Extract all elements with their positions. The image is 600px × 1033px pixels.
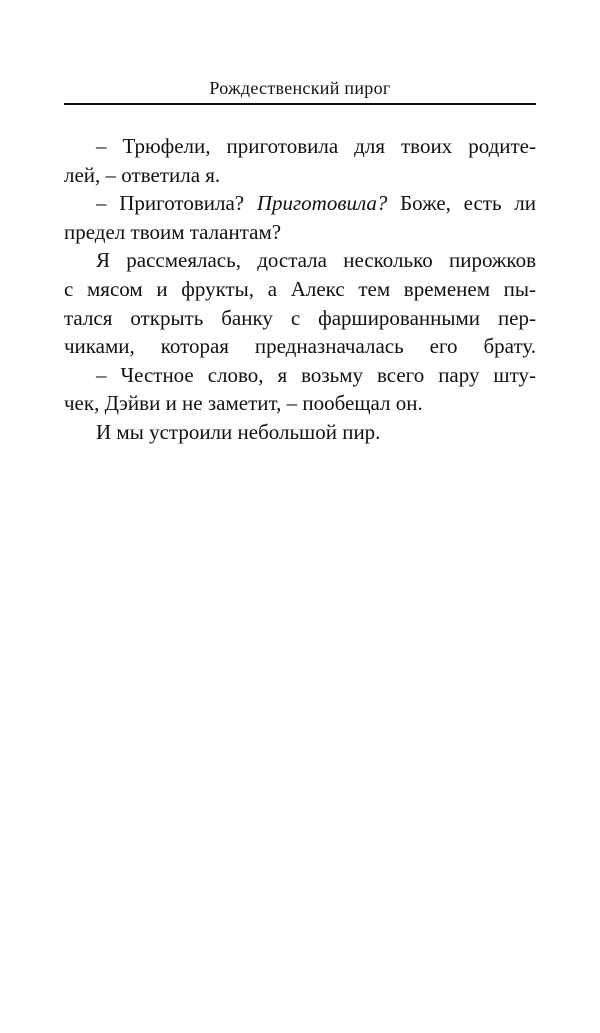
running-head: Рождественский пирог <box>209 78 391 98</box>
text-line-11: И мы устроили небольшой пир. <box>96 419 381 444</box>
text-line-9: – Честное слово, я возьму всего пару шту- <box>96 362 536 387</box>
text-line-6: с мясом и фрукты, а Алекс тем временем пы- <box>64 276 536 301</box>
text-line-3-before: – Приготовила? <box>96 191 257 216</box>
text-line-10: чек, Дэйви и не заметит, – пообещал он. <box>64 391 423 416</box>
body-text <box>64 132 536 447</box>
header-rule <box>64 103 536 105</box>
text-line-8: чиками, которая предназначалась его брату. <box>64 334 536 359</box>
text-line-3 <box>64 189 536 218</box>
text-line-4: предел твоим талантам? <box>64 219 282 244</box>
text-line-5: Я рассмеялась, достала несколько пирожков <box>96 248 536 273</box>
text-line-1: – Трюфели, приготовила для твоих родите- <box>96 134 536 158</box>
text-line-2: лей, – ответила я. <box>64 162 221 187</box>
text-line-3-after: Боже, есть ли <box>387 191 536 216</box>
text-line-3-italic: Приготовила? <box>256 191 388 216</box>
text-line-7: тался открыть банку с фаршированными пер- <box>64 305 536 330</box>
